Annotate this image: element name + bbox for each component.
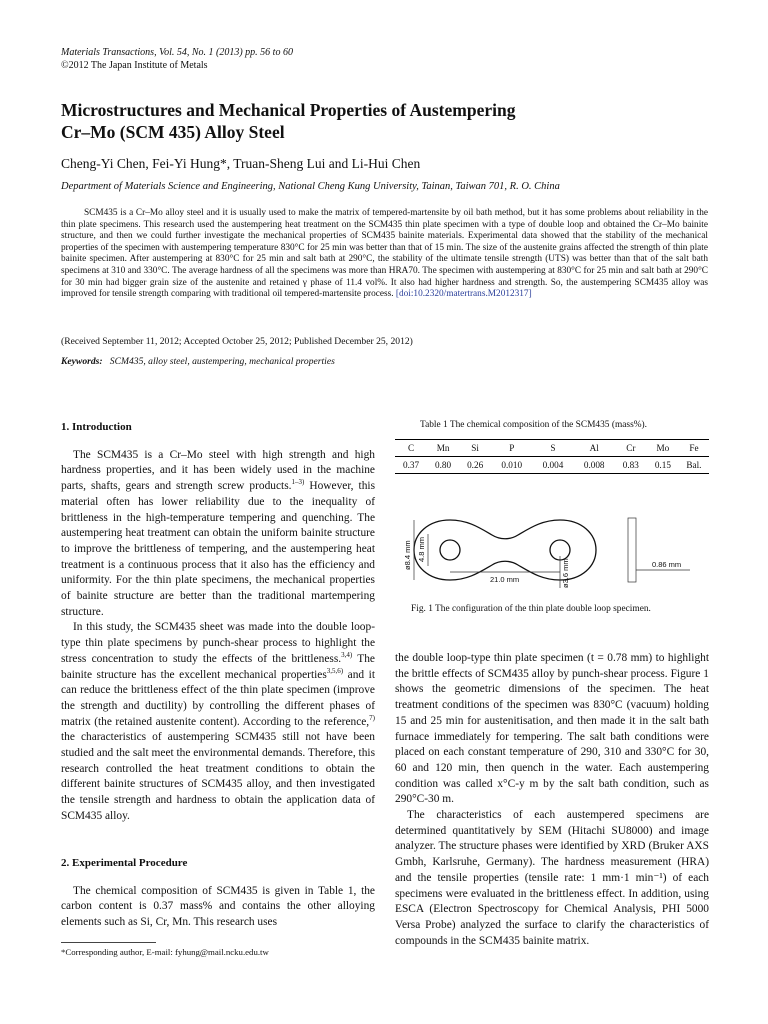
intro-paragraph-1 <box>61 448 375 621</box>
table-header-cell: Fe <box>679 440 709 457</box>
table-header-cell: Al <box>574 440 615 457</box>
citation-ref[interactable]: 3,4) <box>341 651 353 660</box>
dim-outer-label: ø8.4 mm <box>403 540 412 570</box>
table-cell: 0.010 <box>501 460 523 470</box>
experimental-paragraph-1: The chemical composition of SCM435 is given in Table 1, the carbon content is 0.37 mass% and contains the other alloying elements such as Si, Cr, Mn. This research uses <box>61 884 375 929</box>
table-cell: 0.26 <box>467 460 484 470</box>
table-cell: 0.37 <box>402 460 420 470</box>
doi-link[interactable]: [doi:10.2320/matertrans.M2012317] <box>395 289 532 300</box>
specimen-paragraph: the double loop-type thin plate specimen (t = 0.78 mm) to highlight the brittle effects of SCM435 alloy by punch-shear process. Figure 1 shows the geometric dimensions of the specimen. The heat treatment conditions of the specimen was 830°C (vacuum) holding 15 and 25 min for austenitisation, and then made it in the salt bath furnace immediately for tempering. The salt bath conditions were placed on each constant temperature of 290, 310 and 330°C for 30, 60 and 120 min, then quench in the water. Each austempering condition was called x°C-y m by the salt bath condition, such as 290°C-30 m. <box>395 652 709 806</box>
table-header-cell: Si <box>459 440 491 457</box>
section-2-heading: 2. Experimental Procedure <box>61 857 188 869</box>
table-cell: 0.80 <box>435 460 452 470</box>
author-list: Cheng-Yi Chen, Fei-Yi Hung*, Truan-Sheng Lui and Li-Hui Chen <box>61 156 421 171</box>
intro-p1-text-a: The SCM435 is a Cr–Mo steel with high strength and high hardness properties, and it has been widely used in the machine parts, shafts, gears and strength screw products. <box>61 448 375 493</box>
footnote-divider <box>61 942 156 943</box>
table-row <box>395 457 709 474</box>
section-1-heading: 1. Introduction <box>61 421 132 433</box>
dim-neck-label: 4.8 mm <box>417 536 426 562</box>
table-header-row <box>395 440 709 457</box>
citation-ref[interactable]: 3,5,6) <box>326 666 344 675</box>
thickness-view <box>628 518 636 582</box>
intro-p2-text-d: the characteristics of austempering SCM435 still not have been studied and the salt meet the environmental demands. Therefore, this research controlled the heat treatment conditions to obtain the different bainite structures of SCM435 alloy, and then investigated the tensile strength and hardness to obtain the application data of SCM435 alloy. <box>61 731 375 822</box>
dim-thickness-label: 0.86 mm <box>652 560 682 569</box>
journal-header <box>61 46 293 72</box>
intro-p2-text-a: In this study, the SCM435 sheet was made into the double loop-type thin plate specimens by punch-shear process to highlight the stress concentration to study the effects of the brittleness. <box>61 621 375 665</box>
composition-table <box>395 439 709 474</box>
copyright-line: ©2012 The Japan Institute of Metals <box>61 60 208 71</box>
double-loop-specimen-drawing <box>400 510 700 595</box>
table-cell: 0.15 <box>654 460 671 470</box>
table-cell: 0.83 <box>622 460 639 470</box>
section-1 <box>61 420 375 825</box>
affiliation: Department of Materials Science and Engineering, National Cheng Kung University, Tainan, Taiwan 701, R. O. China <box>61 181 560 192</box>
corresponding-author-footnote: *Corresponding author, E-mail: fyhung@mail.ncku.edu.tw <box>61 947 269 957</box>
table-1-caption: Table 1 The chemical composition of the SCM435 (mass%). <box>420 420 647 430</box>
dim-length-label: 21.0 mm <box>490 575 520 584</box>
table-header-cell: P <box>491 440 532 457</box>
right-column-text <box>395 651 709 949</box>
table-cell: 0.008 <box>583 460 605 470</box>
section-2 <box>61 856 375 931</box>
received-dates: (Received September 11, 2012; Accepted October 25, 2012; Published December 25, 2012) <box>61 336 413 347</box>
keywords-line <box>61 356 335 367</box>
table-1 <box>395 439 709 474</box>
table-cell: Bal. <box>686 460 702 470</box>
abstract <box>61 208 708 301</box>
title-line-1: Microstructures and Mechanical Properties of Austempering <box>61 100 516 120</box>
paper-title <box>61 99 681 143</box>
citation-ref[interactable]: 7) <box>369 713 375 722</box>
table-header-cell: Mn <box>427 440 459 457</box>
left-hole <box>440 540 460 560</box>
table-header-cell: Mo <box>647 440 679 457</box>
characterization-paragraph: The characteristics of each austempered specimens are determined quantitatively by SEM (Hitachi SU8000) and image analyzer. The structure phases were identified by XRD (Bruker AXS Gmbh, Karlsruhe, Germany). The hardness measurement (HRA) and the tensile properties (tensile rate: 1 mm·1 min⁻¹) of each specimens were evaluated in the brittleness effect. In addition, using ESCA (Electron Spectroscopy for Chemical Analysis, PHI 5000 Versa Probe) analyzed the surface to clarify the characteristics of compounds in the SCM435 bainite matrix. <box>395 809 709 947</box>
citation-ref[interactable]: 1–3) <box>291 478 305 487</box>
abstract-text: SCM435 is a Cr–Mo alloy steel and it is usually used to make the matrix of tempered-martensite by oil bath method, but it has some problems about reliability in the thin plate specimens. This research used the austempering heat treatment on the SCM435 thin plate specimen with a type of double loop and obtained the Cr–Mo bainite structure, and then we could further investigate the mechanical properties of SCM435 bainite materials. Experimental data showed that the stability of the mechanical properties of the specimen with austempering temperature 830°C for 25 min was better than that of 15 min. The size of the austenite grains affected the strength of thin plate bainite specimen. After austempering at 830°C for 25 min and salt bath at 290°C, the stability of the ultimate tensile strength (UTS) was better than that of the salt bath specimens at 310 and 330°C. The average hardness of all the specimens was more than HRA70. The specimen with austempering at 830°C for 25 min and salt bath at 290°C for 30 min had bigger grain size of the austenite and retained γ phase of 11.4 vol%. It also had higher hardness and strength. So, the austempering SCM435 alloy was improved for tensile strength comparing with traditional oil tempered-martensite process. <box>61 208 708 300</box>
keywords-list: SCM435, alloy steel, austempering, mechanical properties <box>109 356 335 367</box>
intro-paragraph-2 <box>61 620 375 824</box>
intro-p2-text-c: and it can reduce the brittleness effect of the thin plate specimen (improve the strength and ductility) by controlling the different phases of matrix (the retained austenite content). According to the reference, <box>61 668 375 728</box>
intro-p1-text-b: However, this material often has lower reliability due to the inequality of brittleness in the high-temperature tempering and quenching. The austempering heat treatment can obtain the uniform bainite structure to improve the brittleness of tempering, and the austempering heat treatment is a continuous process that it also has the efficiency and uniformity. For the thin plate specimens, the mechanical properties of bainite structure are better than the traditional martempering structure. <box>61 480 376 618</box>
intro-p2-text-b: The bainite structure has the excellent mechanical properties <box>61 652 375 681</box>
table-cell: 0.004 <box>542 460 564 470</box>
figure-1 <box>400 510 700 595</box>
title-line-2: Cr–Mo (SCM 435) Alloy Steel <box>61 122 285 142</box>
dim-hole-label: ø3.6 mm <box>561 558 570 588</box>
journal-citation: Materials Transactions, Vol. 54, No. 1 (2013) pp. 56 to 60 <box>61 47 293 58</box>
table-header-cell: Cr <box>615 440 647 457</box>
table-header-cell: S <box>532 440 573 457</box>
table-header-cell: C <box>395 440 427 457</box>
figure-1-caption: Fig. 1 The configuration of the thin plate double loop specimen. <box>411 604 651 614</box>
keywords-label: Keywords: <box>61 356 103 367</box>
